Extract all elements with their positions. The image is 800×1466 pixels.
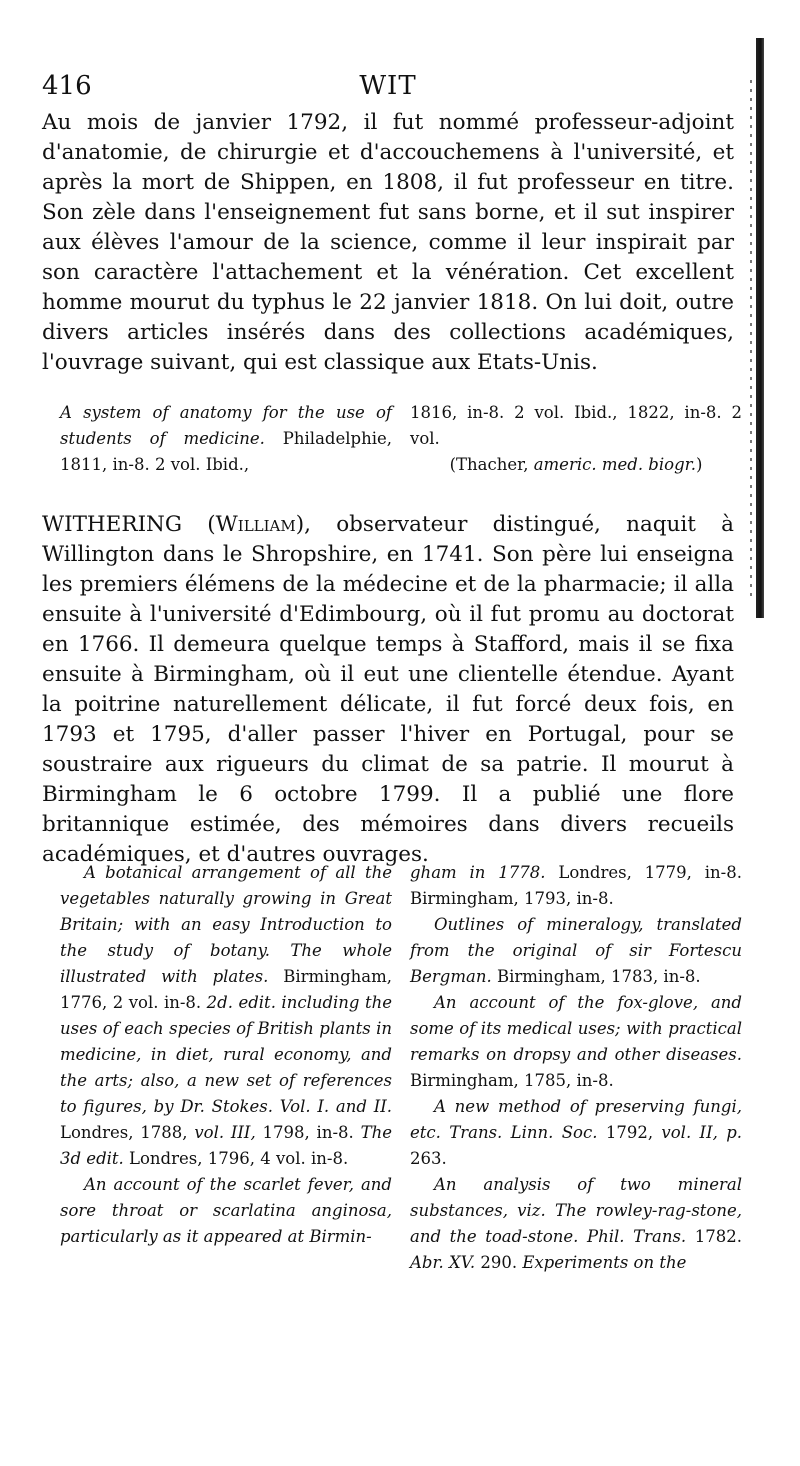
reference-title: Outlines of mineralogy, translated from the original of sir Fortescu Bergman. — [410, 915, 742, 986]
reference-anatomy-continued: 1816, in-8. 2 vol. Ibid., 1822, in-8. 2 vol. — [410, 403, 742, 448]
reference-fungi — [410, 1094, 742, 1172]
reference-column-right-1 — [410, 400, 742, 478]
reference-title: gham in 1778. — [410, 863, 546, 882]
reference-column-left-2 — [60, 860, 392, 1250]
page-number: 416 — [42, 71, 92, 101]
reference-details: Birmingham, 1776, 2 vol. in-8. — [60, 967, 392, 1012]
page-header — [42, 70, 734, 102]
reference-details: Birmingham, 1783, in-8. — [491, 967, 701, 986]
reference-title: A system of anatomy for the use of students of medicine. — [60, 403, 392, 448]
reference-mineralogy — [410, 912, 742, 990]
reference-details: Philadelphie, 1811, in-8. 2 vol. Ibid., — [60, 429, 392, 474]
reference-volume: vol. III, — [194, 1123, 256, 1142]
reference-title: An account of the scarlet fever, and sore throat or scarlatina anginosa, particularly as it appeared at Birmin- — [60, 1175, 392, 1246]
reference-details: 1792, — [597, 1123, 662, 1142]
reference-title: A botanical arrangement of all the vegetables naturally growing in Great Britain; with an easy Introduction to the study of botany. The whole illustrated with plates. — [60, 863, 392, 986]
entry-text: , observateur distingué, naquit à Willington dans le Shropshire, en 1741. Son père lui enseigna les premiers élémens de la médecine et de la pharmacie; il alla ensuite à l'université d'Edimbourg, où il fut promu au doctorat en 1766. Il demeura quelque temps à Stafford, mais il se fixa ensuite à Birmingham, où il eut une clientelle étendue. Ayant la poitrine naturellement délicate, il fut forcé deux fois, en 1793 et 1795, d'aller passer l'hiver en Portugal, pour se soustraire aux rigueurs du climat de sa patrie. Il mourut à Birmingham le 6 octobre 1799. Il a publié une flore britannique estimée, des mémoires dans divers recueils académiques, et d'autres ouvrages. — [42, 512, 734, 867]
paragraph-withering-biography — [42, 510, 734, 870]
reference-details: 290. — [475, 1253, 523, 1272]
reference-mineral-analysis — [410, 1172, 742, 1276]
reference-details: 263. — [410, 1149, 447, 1168]
reference-scarlet-fever — [60, 1172, 392, 1250]
reference-title: A new method of preserving fungi, etc. Trans. Linn. Soc. — [410, 1097, 742, 1142]
paragraph-shippen-biography: Au mois de janvier 1792, il fut nommé professeur-adjoint d'anatomie, de chirurgie et d'accouchemens à l'université, et après la mort de Shippen, en 1808, il fut professeur en titre. Son zèle dans l'enseignement fut sans borne, et il sut inspirer aux élèves l'amour de la science, comme il leur inspirait par son caractère l'attachement et la vénération. Cet excellent homme mourut du typhus le 22 janvier 1818. On lui doit, outre divers articles insérés dans des collections académiques, l'ouvrage suivant, qui est classique aux Etats-Unis. — [42, 110, 734, 375]
reference-title: An account of the fox-glove, and some of its medical uses; with practical remarks on dropsy and other diseases. — [410, 993, 742, 1064]
reference-title: An analysis of two mineral substances, viz. The rowley-rag-stone, and the toad-stone. Phil. Trans. — [410, 1175, 742, 1246]
reference-title: Experiments on the — [522, 1253, 687, 1272]
reference-volume: vol. II, p. — [661, 1123, 742, 1142]
reference-edition: 2d. edit. including the uses of each species of British plants in medicine, in diet, rural economy, and the arts; also, a new set of references to figures, by Dr. Stokes. Vol. I. and II. — [60, 993, 392, 1116]
reference-source — [410, 452, 742, 478]
page-edge-marks — [750, 80, 752, 600]
reference-scarlet-fever-continued — [410, 860, 742, 912]
page-edge-shadow — [756, 38, 764, 618]
reference-details: 1798, in-8. — [255, 1123, 361, 1142]
reference-fox-glove — [410, 990, 742, 1094]
reference-source-title: americ. med. biogr. — [533, 455, 696, 474]
reference-abridgement: Abr. XV. — [410, 1253, 476, 1272]
reference-details: Londres, 1796, 4 vol. in-8. — [123, 1149, 349, 1168]
reference-source-open: (Thacher, — [449, 455, 534, 474]
entry-given-name: (William) — [207, 512, 305, 537]
reference-details: Birmingham, 1785, in-8. — [410, 1071, 614, 1090]
entry-name: WITHERING — [42, 512, 183, 537]
running-head: WIT — [359, 71, 417, 101]
reference-anatomy-system — [60, 400, 392, 478]
reference-details: Londres, 1779, in-8. Birmingham, 1793, in-8. — [410, 863, 742, 908]
reference-source-close: ) — [695, 455, 703, 474]
reference-column-right-2 — [410, 860, 742, 1276]
reference-details: Londres, 1788, — [60, 1123, 195, 1142]
reference-edition: The 3d edit. — [60, 1123, 392, 1168]
reference-details: 1782. — [686, 1227, 742, 1246]
reference-column-left-1 — [60, 400, 392, 478]
reference-botanical-arrangement — [60, 860, 392, 1172]
